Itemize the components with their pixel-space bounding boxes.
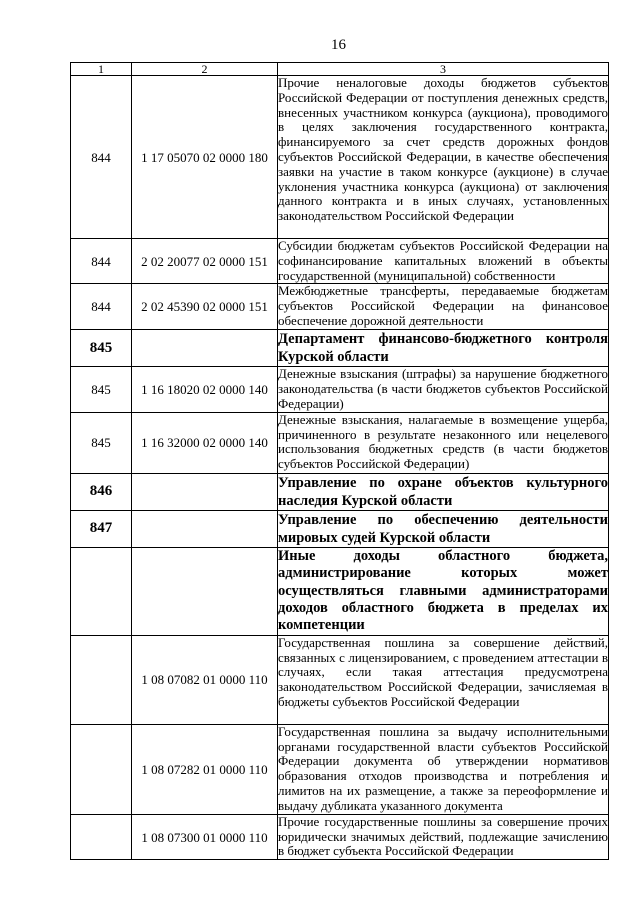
administrator-name-cell: Департамент финансово-бюджетного контроля Курской области [278, 331, 608, 366]
table-row [71, 76, 609, 239]
income-code-cell [132, 330, 278, 367]
table-row [71, 412, 609, 473]
admin-code-cell: 844 [71, 239, 132, 284]
income-name-cell: Денежные взыскания, налагаемые в возмещение ущерба, причиненного в результате незаконного или нецелевого использования бюджетных средств (в части бюджетов субъектов Российской Федерации) [278, 412, 609, 473]
table-row [71, 239, 609, 284]
admin-code-cell [71, 635, 132, 724]
admin-code-cell: 845 [71, 330, 132, 367]
table-row [71, 814, 609, 859]
income-code-cell: 1 17 05070 02 0000 180 [132, 76, 278, 239]
income-code-cell: 1 08 07282 01 0000 110 [132, 724, 278, 814]
admin-code-cell: 845 [71, 412, 132, 473]
table-section-row [71, 473, 609, 510]
table-section-row [71, 330, 609, 367]
income-code-cell: 2 02 20077 02 0000 151 [132, 239, 278, 284]
administrator-name-cell: Управление по обеспечению деятельности мировых судей Курской области [278, 511, 608, 546]
income-code-cell: 1 08 07082 01 0000 110 [132, 635, 278, 724]
admin-code-cell: 846 [71, 473, 132, 510]
admin-code-cell: 847 [71, 510, 132, 547]
administrator-name-cell: Управление по охране объектов культурного наследия Курской области [278, 474, 608, 509]
page-number: 16 [331, 37, 346, 53]
income-name-cell: Прочие государственные пошлины за совершение прочих юридически значимых действий, подлежащие зачислению в бюджет субъекта Российской Федерации [278, 814, 608, 859]
table-row [71, 724, 609, 814]
table-section-row [71, 547, 609, 635]
table-row [71, 284, 609, 330]
income-code-cell: 1 16 18020 02 0000 140 [132, 367, 278, 412]
income-code-cell [132, 510, 278, 547]
admin-code-cell [71, 814, 132, 859]
income-code-cell: 1 16 32000 02 0000 140 [132, 412, 278, 473]
income-code-cell [132, 547, 278, 635]
table-row [71, 635, 609, 724]
income-name-cell: Государственная пошлина за выдачу исполнительными органами государственной власти субъектов Российской Федерации документа об утверждении нормативов образования отходов производства и потребления и лимитов на их размещение, а также за переоформление и выдачу дубликата указанного документа [278, 724, 608, 813]
admin-code-cell: 844 [71, 284, 132, 330]
admin-code-cell [71, 547, 132, 635]
income-name-cell: Государственная пошлина за совершение действий, связанных с лицензированием, с проведением аттестации в случаях, если такая аттестация предусмотрена законодательством Российской Федерации, зачисляемая в бюджеты субъектов Российской Федерации [278, 635, 609, 724]
income-name-cell: Межбюджетные трансферты, передаваемые бюджетам субъектов Российской Федерации на финансовое обеспечение дорожной деятельности [278, 283, 608, 328]
admin-code-cell [71, 724, 132, 814]
income-name-cell: Субсидии бюджетам субъектов Российской Федерации на софинансирование капитальных вложений в объекты государственной (муниципальной) собственности [278, 238, 608, 283]
income-code-cell [132, 473, 278, 510]
column-header-1: 1 [71, 63, 132, 76]
table-row [71, 367, 609, 412]
income-code-cell: 2 02 45390 02 0000 151 [132, 284, 278, 330]
income-name-cell: Прочие неналоговые доходы бюджетов субъектов Российской Федерации от поступления денежных средств, внесенных участником конкурса (аукциона), проводимого в целях заключения государственного контракта, финансируемого за счет средств дорожных фондов субъектов Российской Федерации, в качестве обеспечения заявки на участие в таком конкурсе (аукционе) в случае уклонения участника конкурса (аукциона) от заключения данного контракта и в иных случаях, установленных законодательством Российской Федерации [278, 76, 609, 239]
admin-code-cell: 844 [71, 76, 132, 239]
revenue-administrators-table [70, 62, 609, 860]
income-code-cell: 1 08 07300 01 0000 110 [132, 814, 278, 859]
section-title-cell: Иные доходы областного бюджета, администрирование которых может осуществляться главными администраторами доходов областного бюджета в пределах их компетенции [278, 547, 608, 634]
column-header-2: 2 [132, 63, 278, 76]
table-header-row [71, 63, 609, 76]
admin-code-cell: 845 [71, 367, 132, 412]
table-section-row [71, 510, 609, 547]
income-name-cell: Денежные взыскания (штрафы) за нарушение бюджетного законодательства (в части бюджетов субъектов Российской Федерации) [278, 366, 608, 411]
column-header-3: 3 [278, 63, 609, 76]
